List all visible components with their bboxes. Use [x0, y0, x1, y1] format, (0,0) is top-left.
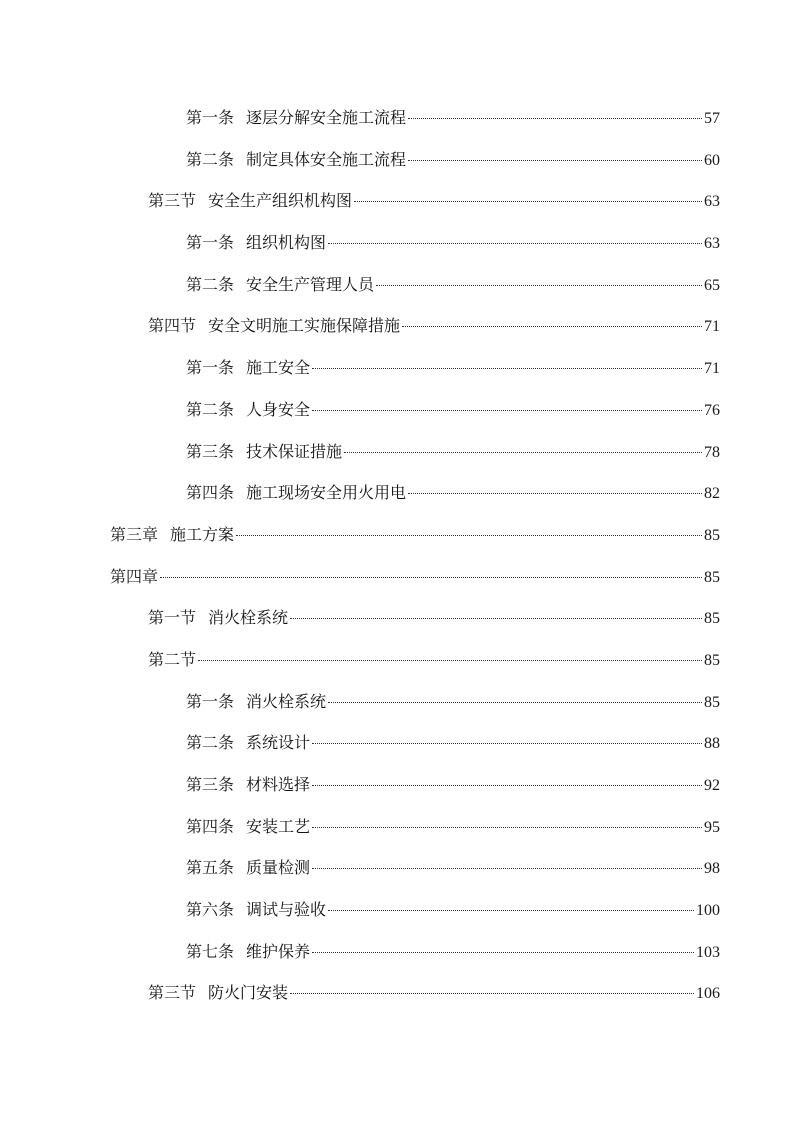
dot-leader: [312, 785, 702, 786]
toc-entry-number: 第四条: [186, 483, 235, 503]
toc-entry-title: 消火栓系统: [208, 608, 289, 628]
toc-entry-title: 施工方案: [170, 524, 235, 544]
toc-entry-page: 60: [704, 151, 720, 169]
toc-entry-title: 组织机构图: [246, 233, 327, 253]
dot-leader: [312, 868, 702, 869]
toc-entry-number: 第六条: [186, 900, 235, 920]
dot-leader: [312, 368, 702, 369]
toc-entry[interactable]: [0, 764, 793, 806]
toc-entry[interactable]: [0, 722, 793, 764]
toc-entry[interactable]: [0, 264, 793, 306]
toc-entry-title: 安全生产组织机构图: [208, 191, 353, 211]
toc-entry-page: 106: [696, 985, 720, 1003]
toc-entry-number: 第二条: [186, 733, 235, 753]
toc-entry-number: 第二条: [186, 399, 235, 419]
dot-leader: [312, 410, 702, 411]
toc-entry[interactable]: [0, 514, 793, 556]
toc-entry-page: 100: [696, 902, 720, 920]
toc-entry[interactable]: [0, 472, 793, 514]
toc-entry-page: 63: [704, 193, 720, 211]
toc-entry-title: 技术保证措施: [246, 441, 343, 461]
toc-entry-title: 质量检测: [246, 858, 311, 878]
toc-entry-title: 调试与验收: [246, 900, 327, 920]
toc-entry-number: 第三节: [148, 191, 197, 211]
toc-entry[interactable]: [0, 972, 793, 1014]
toc-entry-number: 第七条: [186, 941, 235, 961]
toc-entry[interactable]: [0, 556, 793, 598]
toc-entry[interactable]: [0, 139, 793, 181]
toc-entry-number: 第四条: [186, 816, 235, 836]
toc-entry-number: 第四章: [110, 566, 159, 586]
toc-entry-number: 第四节: [148, 316, 197, 336]
toc-entry-page: 85: [704, 568, 720, 586]
dot-leader: [236, 535, 702, 536]
toc-entry-page: 98: [704, 860, 720, 878]
toc-entry-title: 人身安全: [246, 399, 311, 419]
toc-entry[interactable]: [0, 389, 793, 431]
toc-entry-title: 安全生产管理人员: [246, 274, 375, 294]
toc-entry-page: 103: [696, 943, 720, 961]
dot-leader: [290, 993, 694, 994]
toc-entry[interactable]: [0, 681, 793, 723]
toc-entry-number: 第二条: [186, 149, 235, 169]
toc-entry-number: 第一条: [186, 233, 235, 253]
dot-leader: [402, 326, 702, 327]
toc-entry-page: 63: [704, 235, 720, 253]
toc-entry-number: 第一条: [186, 691, 235, 711]
toc-entry[interactable]: [0, 97, 793, 139]
toc-entry-page: 71: [704, 318, 720, 336]
dot-leader: [408, 493, 702, 494]
toc-entry-page: 57: [704, 110, 720, 127]
toc-entry[interactable]: [0, 806, 793, 848]
toc-entry-title: 施工现场安全用火用电: [246, 483, 407, 503]
toc-entry[interactable]: [0, 889, 793, 931]
toc-entry-number: 第一节: [148, 608, 197, 628]
dot-leader: [344, 452, 702, 453]
dot-leader: [312, 827, 702, 828]
toc-entry-page: 65: [704, 276, 720, 294]
dot-leader: [290, 618, 702, 619]
dot-leader: [408, 118, 702, 119]
toc-entry-number: 第三节: [148, 983, 197, 1003]
toc-entry-page: 85: [704, 526, 720, 544]
dot-leader: [408, 160, 702, 161]
toc-entry[interactable]: [0, 597, 793, 639]
toc-entry-number: 第五条: [186, 858, 235, 878]
toc-entry-page: 95: [704, 818, 720, 836]
toc-entry[interactable]: [0, 639, 793, 681]
toc-entry-title: 安全文明施工实施保障措施: [208, 316, 401, 336]
toc-entry-title: 制定具体安全施工流程: [246, 149, 407, 169]
toc-entry-title: 逐层分解安全施工流程: [246, 108, 407, 127]
toc-entry-title: 施工安全: [246, 358, 311, 378]
toc-entry-title: 材料选择: [246, 775, 311, 794]
dot-leader: [160, 577, 702, 578]
toc-entry[interactable]: [0, 222, 793, 264]
toc-entry-page: 71: [704, 360, 720, 378]
toc-entry-number: 第二条: [186, 274, 235, 294]
dot-leader: [312, 743, 702, 744]
toc-entry-page: 85: [704, 651, 720, 669]
dot-leader: [312, 952, 694, 953]
toc-entry[interactable]: [0, 931, 793, 973]
dot-leader: [354, 201, 702, 202]
toc-entry-page: 76: [704, 401, 720, 419]
toc-entry[interactable]: [0, 180, 793, 222]
toc-entry-page: 88: [704, 735, 720, 753]
toc-entry-page: 92: [704, 777, 720, 794]
dot-leader: [328, 243, 702, 244]
toc-entry-title: 系统设计: [246, 733, 311, 753]
dot-leader: [328, 910, 694, 911]
toc-entry-number: 第一条: [186, 108, 235, 127]
dot-leader: [198, 660, 702, 661]
toc-entry[interactable]: [0, 847, 793, 889]
toc-entry-number: 第三条: [186, 775, 235, 794]
toc-entry-page: 78: [704, 443, 720, 461]
toc-entry[interactable]: [0, 347, 793, 389]
toc-entry-title: 防火门安装: [208, 983, 289, 1003]
toc-entry-number: 第一条: [186, 358, 235, 378]
toc-entry-title: 安装工艺: [246, 816, 311, 836]
toc-entry-page: 82: [704, 485, 720, 503]
toc-entry-title: 维护保养: [246, 941, 311, 961]
dot-leader: [376, 285, 702, 286]
toc-entry[interactable]: [0, 431, 793, 473]
toc-entry-number: 第三章: [110, 524, 159, 544]
table-of-contents: [0, 97, 793, 1014]
dot-leader: [328, 702, 702, 703]
toc-entry-number: 第三条: [186, 441, 235, 461]
toc-entry-number: 第二节: [148, 649, 197, 669]
toc-entry-page: 85: [704, 610, 720, 628]
toc-entry[interactable]: [0, 305, 793, 347]
toc-entry-page: 85: [704, 693, 720, 711]
toc-entry-title: 消火栓系统: [246, 691, 327, 711]
